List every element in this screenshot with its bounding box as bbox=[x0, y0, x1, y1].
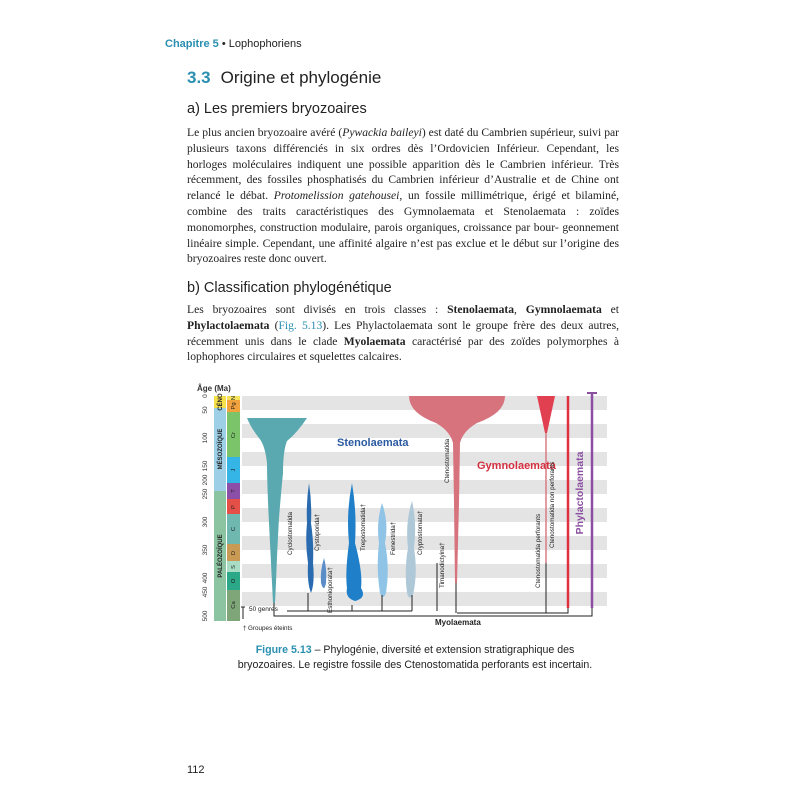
paragraph-classification: Les bryozoaires sont divisés en trois classes : Stenolaemata, Gymnolaemata et Phylactolaemata (Fig. 5.13). Les Phylactolaemata sont le groupe frère des deux autres, récemment unis dans le clade Myolaemata caractérisé par des zoïdes polymorphes à lophophores circulaires et squelettes calcaires. bbox=[187, 303, 620, 364]
period-label: J bbox=[231, 468, 237, 472]
age-tick: 50 bbox=[202, 406, 209, 414]
era-label: MÉSOZOÏQUE bbox=[218, 428, 224, 470]
gymnolaemata-label: Gymnolaemata bbox=[477, 460, 556, 472]
legend-extinct: Groupes éteints bbox=[248, 625, 293, 632]
chapter-label: Chapitre 5 bbox=[165, 38, 219, 50]
paragraph-premiers-bryozoaires: Le plus ancien bryozoaire avéré (Pywackia baileyi) est daté du Cambrien supérieur, suivi par plusieurs taxons différenciés in six ordres dès l’Ordovicien Inférieur. Cependant, les horloges moléculaires indiquent une possible apparition dès le Cambrien inférieur. Très récemment, des fossiles phosphatisés du Cambrien inférieur d’Australie et de Chine ont relancé le débat. Protomelission gatehousei, un fossile millimétrique, érigé et bilaminé, combine des traits caractéristiques des Gymnolaemata et Stenolaemata : zoïdes monomorphes, construction modulaire, parois organiques, croissance par bour- geonnement linéaire simple. Cependant, une affinité algaire n’est pas exclue et le début sur l’origine des bryozoaires reste donc ouvert. bbox=[187, 126, 620, 266]
age-ticks bbox=[202, 394, 209, 622]
running-head bbox=[165, 38, 302, 50]
legend-extinct-mark: † bbox=[243, 625, 247, 632]
age-tick: 150 bbox=[202, 460, 209, 472]
era-label: CÉNO bbox=[218, 393, 224, 411]
age-tick: 400 bbox=[202, 572, 209, 584]
era-label: PALÉOZOÏQUE bbox=[218, 534, 224, 578]
age-tick: 300 bbox=[202, 516, 209, 528]
phylactolaemata-label: Phylactolaemata bbox=[574, 451, 586, 535]
taxon-protomelission: Protomelission gatehousei bbox=[273, 189, 400, 203]
subsection-b-heading: b) Classification phylogénétique bbox=[187, 280, 392, 296]
taxon-label: Fenestrida† bbox=[390, 521, 397, 555]
period-label: Pg bbox=[231, 402, 237, 410]
myolaemata-label: Myolaemata bbox=[435, 618, 481, 627]
subsection-a-heading: a) Les premiers bryozoaires bbox=[187, 101, 367, 117]
age-tick: 200 bbox=[202, 474, 209, 486]
period-label: C bbox=[231, 526, 237, 532]
age-tick: 500 bbox=[202, 610, 209, 622]
age-tick: 350 bbox=[202, 544, 209, 556]
taxon-pywackia: Pywackia baileyi bbox=[342, 126, 422, 139]
age-tick: 0 bbox=[202, 394, 209, 398]
figure-link[interactable]: Fig. 5.13 bbox=[278, 318, 323, 332]
esthonioporata-spindle bbox=[321, 558, 326, 588]
period-label: Ca bbox=[231, 601, 237, 609]
taxon-label: Cystoporida† bbox=[314, 513, 321, 551]
section-title: Origine et phylogénie bbox=[220, 68, 382, 87]
phylogeny-figure bbox=[187, 383, 607, 638]
period-label: Cr bbox=[231, 431, 237, 439]
section-heading bbox=[187, 68, 381, 88]
taxon-label: Timanodictyina† bbox=[439, 542, 446, 588]
period-label: T bbox=[231, 489, 237, 493]
taxon-label: Cyclostomatida bbox=[287, 511, 294, 555]
chapter-title: Lophophoriens bbox=[228, 38, 302, 50]
phylogeny-diagram bbox=[187, 383, 607, 633]
age-tick: 100 bbox=[202, 432, 209, 444]
taxon-label: Ctenostomatida bbox=[444, 438, 451, 483]
period-label: P bbox=[231, 505, 237, 509]
caption-figure-ref: Figure 5.13 bbox=[255, 644, 312, 656]
header-separator: • bbox=[221, 38, 226, 50]
taxon-label: Trepostomatida† bbox=[360, 503, 367, 551]
age-tick: 250 bbox=[202, 488, 209, 500]
page-number: 112 bbox=[187, 764, 205, 776]
taxon-label: Cryptostomata† bbox=[417, 510, 424, 555]
section-number: 3.3 bbox=[187, 68, 211, 87]
taxon-label: Ctenostomatida non perforants bbox=[549, 461, 556, 548]
period-label: O bbox=[231, 578, 237, 584]
legend-scale: 50 genres bbox=[249, 606, 278, 613]
age-axis-label: Âge (Ma) bbox=[197, 384, 231, 393]
taxon-label: Esthonioporata† bbox=[327, 567, 334, 613]
stenolaemata-label: Stenolaemata bbox=[337, 437, 409, 449]
figure-caption: Figure 5.13 – Phylogénie, diversité et extension stratigraphique des bryozoaires. Le registre fossile des Ctenostomatida perforants est incertain. bbox=[237, 644, 593, 671]
period-label: D bbox=[231, 550, 237, 556]
taxon-label: Ctenostomatida perforants bbox=[535, 513, 542, 588]
age-tick: 450 bbox=[202, 586, 209, 598]
period-label: N bbox=[231, 395, 237, 401]
period-label: S bbox=[231, 565, 237, 569]
